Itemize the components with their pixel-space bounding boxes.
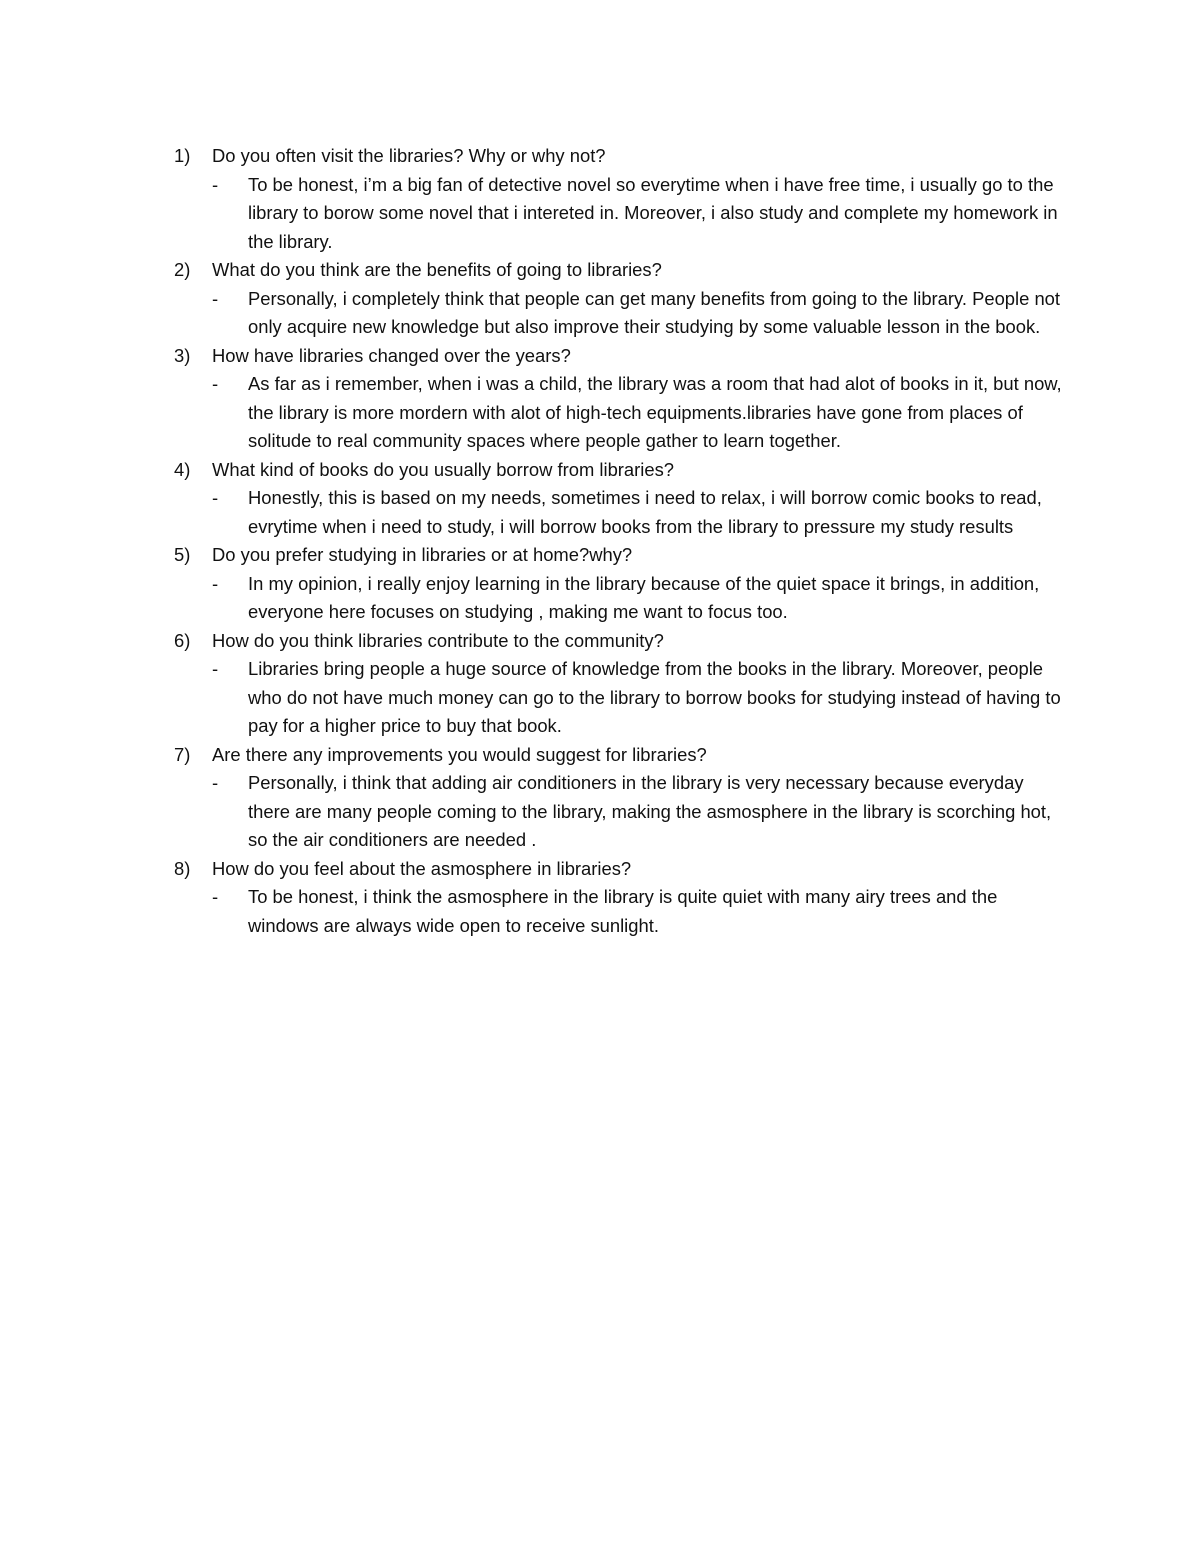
question-number: 4) bbox=[174, 458, 191, 480]
question-number: 3) bbox=[174, 344, 191, 366]
answer-text: To be honest, i’m a big fan of detective novel so everytime when i have free time, i usually go to the library to borow some novel that i intereted in. Moreover, i also study and complete my homework in the library. bbox=[248, 173, 1058, 252]
question-number: 7) bbox=[174, 743, 191, 765]
list-item bbox=[174, 456, 1064, 542]
answer-text: Personally, i think that adding air conditioners in the library is very necessary because everyday there are many people coming to the library, making the asmosphere in the library is scorching hot, so the air conditioners are needed . bbox=[248, 772, 1052, 850]
answer-bullet: - bbox=[212, 487, 219, 508]
question-text: Do you prefer studying in libraries or at home?why? bbox=[212, 544, 633, 565]
answer-row bbox=[174, 171, 1064, 257]
question-number: 5) bbox=[174, 544, 191, 565]
answer-bullet: - bbox=[212, 658, 219, 679]
answer-row bbox=[174, 655, 1064, 741]
answer-bullet: - bbox=[212, 287, 219, 309]
answer-row bbox=[174, 769, 1064, 855]
question-row bbox=[174, 855, 1064, 884]
list-item bbox=[174, 541, 1064, 627]
question-number: 8) bbox=[174, 857, 191, 879]
answer-text: Honestly, this is based on my needs, sometimes i need to relax, i will borrow comic books to read, evrytime when i need to study, i will borrow books from the library to pressure my study results bbox=[248, 487, 1042, 537]
answer-text: As far as i remember, when i was a child, the library was a room that had alot of books in it, but now, the library is more mordern with alot of high-tech equipments.libraries have gone from places of solitude to real community spaces where people gather to learn together. bbox=[248, 373, 1062, 451]
question-row bbox=[174, 456, 1064, 485]
list-item bbox=[174, 142, 1064, 256]
answer-text: To be honest, i think the asmosphere in the library is quite quiet with many airy trees and the windows are always wide open to receive sunlight. bbox=[248, 886, 998, 936]
list-item bbox=[174, 741, 1064, 855]
answer-text: Personally, i completely think that people can get many benefits from going to the library. People not only acquire new knowledge but also improve their studying by some valuable lesson in the book. bbox=[248, 287, 1061, 337]
question-text: How do you feel about the asmosphere in libraries? bbox=[212, 857, 632, 879]
answer-row bbox=[174, 285, 1064, 342]
list-item bbox=[174, 627, 1064, 741]
list-item bbox=[174, 256, 1064, 342]
answer-row bbox=[174, 570, 1064, 627]
question-number: 1) bbox=[174, 145, 191, 166]
question-row bbox=[174, 342, 1064, 371]
question-text: Are there any improvements you would suggest for libraries? bbox=[212, 743, 707, 765]
question-text: What kind of books do you usually borrow from libraries? bbox=[212, 458, 675, 480]
question-row bbox=[174, 142, 1064, 171]
list-item bbox=[174, 342, 1064, 456]
answer-bullet: - bbox=[212, 373, 219, 394]
answer-text: In my opinion, i really enjoy learning in the library because of the quiet space it brings, in addition, everyone here focuses on studying , making me want to focus too. bbox=[248, 572, 1040, 622]
question-number: 2) bbox=[174, 259, 191, 280]
list-item bbox=[174, 855, 1064, 941]
question-row bbox=[174, 741, 1064, 770]
question-row bbox=[174, 627, 1064, 656]
question-row bbox=[174, 541, 1064, 570]
answer-text: Libraries bring people a huge source of knowledge from the books in the library. Moreover, people who do not have much money can go to the library to borrow books for studying instead of having to pay for a higher price to buy that book. bbox=[248, 658, 1061, 736]
question-text: Do you often visit the libraries? Why or why not? bbox=[212, 145, 606, 166]
answer-bullet: - bbox=[212, 173, 219, 195]
answer-bullet: - bbox=[212, 886, 219, 907]
question-row bbox=[174, 256, 1064, 285]
answer-bullet: - bbox=[212, 572, 219, 594]
question-text: How do you think libraries contribute to the community? bbox=[212, 629, 664, 651]
answer-row bbox=[174, 484, 1064, 541]
answer-row bbox=[174, 370, 1064, 456]
answer-bullet: - bbox=[212, 772, 219, 793]
question-text: What do you think are the benefits of going to libraries? bbox=[212, 259, 662, 280]
answer-row bbox=[174, 883, 1064, 940]
question-answer-list bbox=[174, 142, 1064, 940]
question-text: How have libraries changed over the years? bbox=[212, 344, 571, 366]
question-number: 6) bbox=[174, 629, 191, 651]
